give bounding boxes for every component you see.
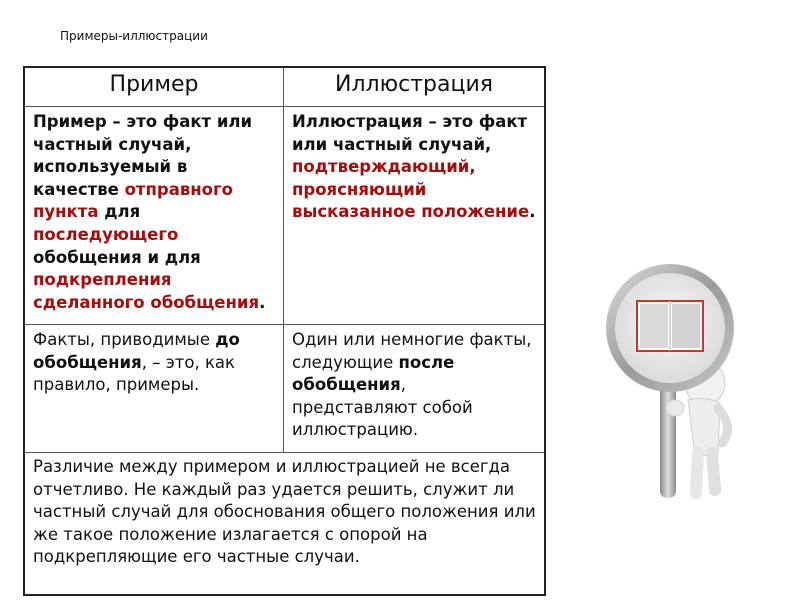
text-segment: Один или немногие факты, следующие xyxy=(292,330,532,372)
illustration-definition-cell xyxy=(284,107,544,324)
text-segment: Иллюстрация – это факт или частный случай, xyxy=(292,112,528,154)
text-segment: , – это, как правило, примеры. xyxy=(33,352,235,395)
bold-text: после обобщения xyxy=(292,352,455,395)
table-row-difference xyxy=(25,453,544,594)
bold-text: до обобщения xyxy=(33,330,240,372)
table-row-order xyxy=(25,325,544,453)
example-order-cell xyxy=(25,325,284,452)
comparison-table xyxy=(23,66,546,596)
text-segment: , представляют собой иллюстрацию. xyxy=(292,375,473,440)
table-row-definitions xyxy=(25,107,544,325)
example-definition-cell xyxy=(25,107,284,324)
highlight-text: подкрепления сделанного обобщения xyxy=(33,270,260,312)
text-segment: Пример – это факт или частный случай, используемый в качестве xyxy=(33,112,253,199)
slide-title: Примеры-иллюстрации xyxy=(60,29,208,43)
text-segment: для xyxy=(98,202,141,222)
text-segment: . xyxy=(259,292,266,312)
text-segment: обобщения и для xyxy=(33,247,201,267)
header-cell-illustration: Иллюстрация xyxy=(335,72,493,97)
illustration-order-cell xyxy=(284,325,544,452)
text-segment: Факты, приводимые xyxy=(33,330,216,349)
highlight-text: последующего xyxy=(33,224,179,244)
highlight-text: отправного пункта xyxy=(33,179,233,222)
difference-note-cell xyxy=(25,453,544,594)
difference-note-text: Различие между примером и иллюстрацией не всегда отчетливо. Не каждый раз удается решить, служит ли частный случай для обоснования общего положения или же такое положение излагается с опорой на подкрепляющие его частные случаи. xyxy=(33,457,536,567)
highlight-text: подтверждающий, проясняющий высказанное положение xyxy=(292,157,530,222)
table-header-row xyxy=(25,68,544,107)
text-segment: . xyxy=(529,202,536,222)
header-cell-example: Пример xyxy=(25,68,284,106)
magnifier-figure-icon xyxy=(600,258,760,503)
